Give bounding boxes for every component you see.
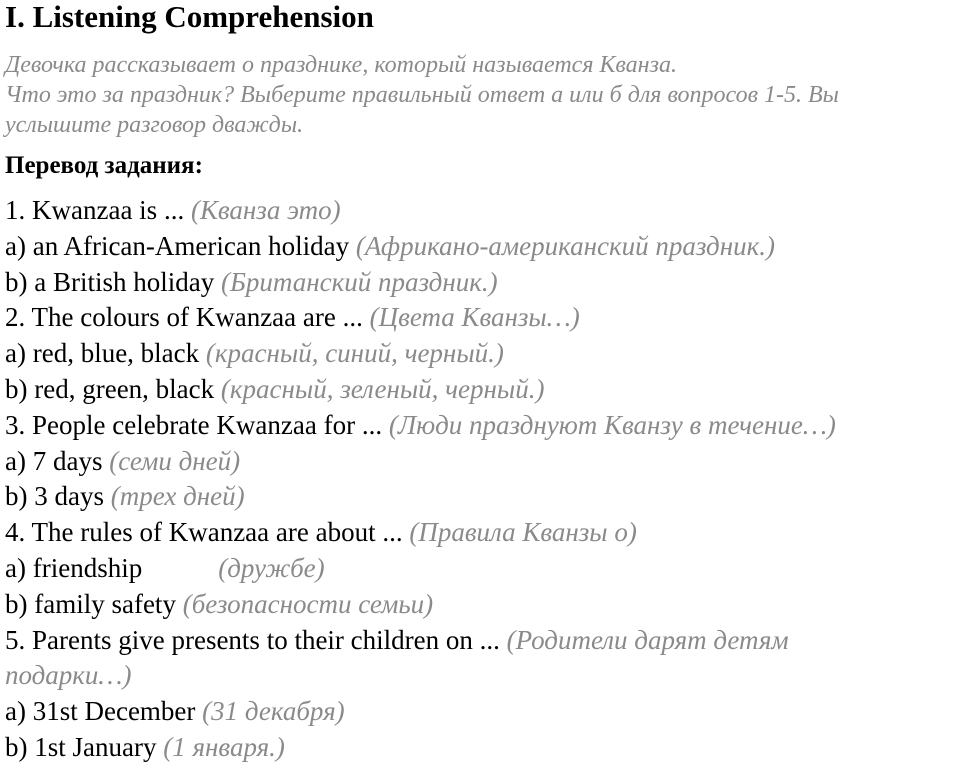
answer-text: b) red, green, black — [5, 373, 215, 404]
question-text: 4. The rules of Kwanzaa are about ... — [5, 517, 403, 548]
answer-translation: (красный, синий, черный.) — [205, 338, 504, 369]
question-list — [5, 193, 960, 766]
question-text: 3. People celebrate Kwanzaa for ... — [5, 409, 383, 440]
question-translation: подарки…) — [5, 660, 132, 691]
question-text: 1. Kwanzaa is ... — [5, 195, 185, 225]
task-instructions — [5, 50, 960, 140]
answer-text: a) friendship — [5, 552, 143, 583]
question-translation: (Люди празднуют Кванзу в течение…) — [388, 409, 836, 440]
answer-option — [5, 265, 960, 301]
instruction-line: Что это за праздник? Выберите правильный ответ а или б для вопросов 1-5. Вы — [5, 82, 839, 108]
question-2 — [5, 300, 960, 336]
answer-translation: (дружбе) — [218, 552, 325, 583]
question-translation: (Цвета Кванзы…) — [369, 302, 580, 333]
answer-translation: (трех дней) — [110, 481, 245, 512]
question-translation: (Родители дарят детям — [506, 624, 789, 655]
question-translation-continued — [5, 658, 960, 694]
answer-text: b) 3 days — [5, 481, 104, 512]
question-5 — [5, 623, 960, 659]
answer-translation: (31 декабря) — [202, 696, 345, 727]
answer-option — [5, 587, 960, 623]
page-title: I. Listening Comprehension — [5, 0, 374, 34]
question-1 — [5, 193, 960, 229]
answer-translation: (семи дней) — [109, 445, 241, 476]
answer-option — [5, 730, 960, 766]
answer-option — [5, 372, 960, 408]
answer-translation: (безопасности семьи) — [182, 588, 434, 619]
answer-text: a) 31st December — [5, 696, 196, 727]
answer-option — [5, 444, 960, 480]
question-translation: (Правила Кванзы о) — [409, 517, 637, 548]
question-4 — [5, 515, 960, 551]
question-3 — [5, 408, 960, 444]
answer-text: b) 1st January — [5, 731, 157, 762]
instruction-line: услышите разговор дважды. — [5, 112, 304, 138]
answer-option — [5, 229, 960, 265]
question-text: 5. Parents give presents to their children on ... — [5, 624, 500, 655]
answer-option — [5, 479, 960, 515]
translation-heading: Перевод задания: — [5, 152, 203, 179]
answer-text: a) an African-American holiday — [5, 230, 350, 261]
answer-translation: (красный, зеленый, черный.) — [220, 373, 545, 404]
question-translation: (Кванза это) — [190, 195, 341, 225]
answer-text: a) red, blue, black — [5, 338, 200, 369]
answer-text: b) a British holiday — [5, 266, 215, 297]
answer-option — [5, 551, 960, 587]
question-text: 2. The colours of Kwanzaa are ... — [5, 302, 363, 333]
answer-option — [5, 694, 960, 730]
answer-translation: (1 января.) — [163, 731, 285, 762]
answer-text: a) 7 days — [5, 445, 103, 476]
answer-text: b) family safety — [5, 588, 176, 619]
instruction-line: Девочка рассказывает о празднике, который называется Кванза. — [5, 52, 677, 78]
answer-translation: (Африкано-американский праздник.) — [355, 230, 775, 261]
answer-translation: (Британский праздник.) — [220, 266, 498, 297]
answer-option — [5, 336, 960, 372]
